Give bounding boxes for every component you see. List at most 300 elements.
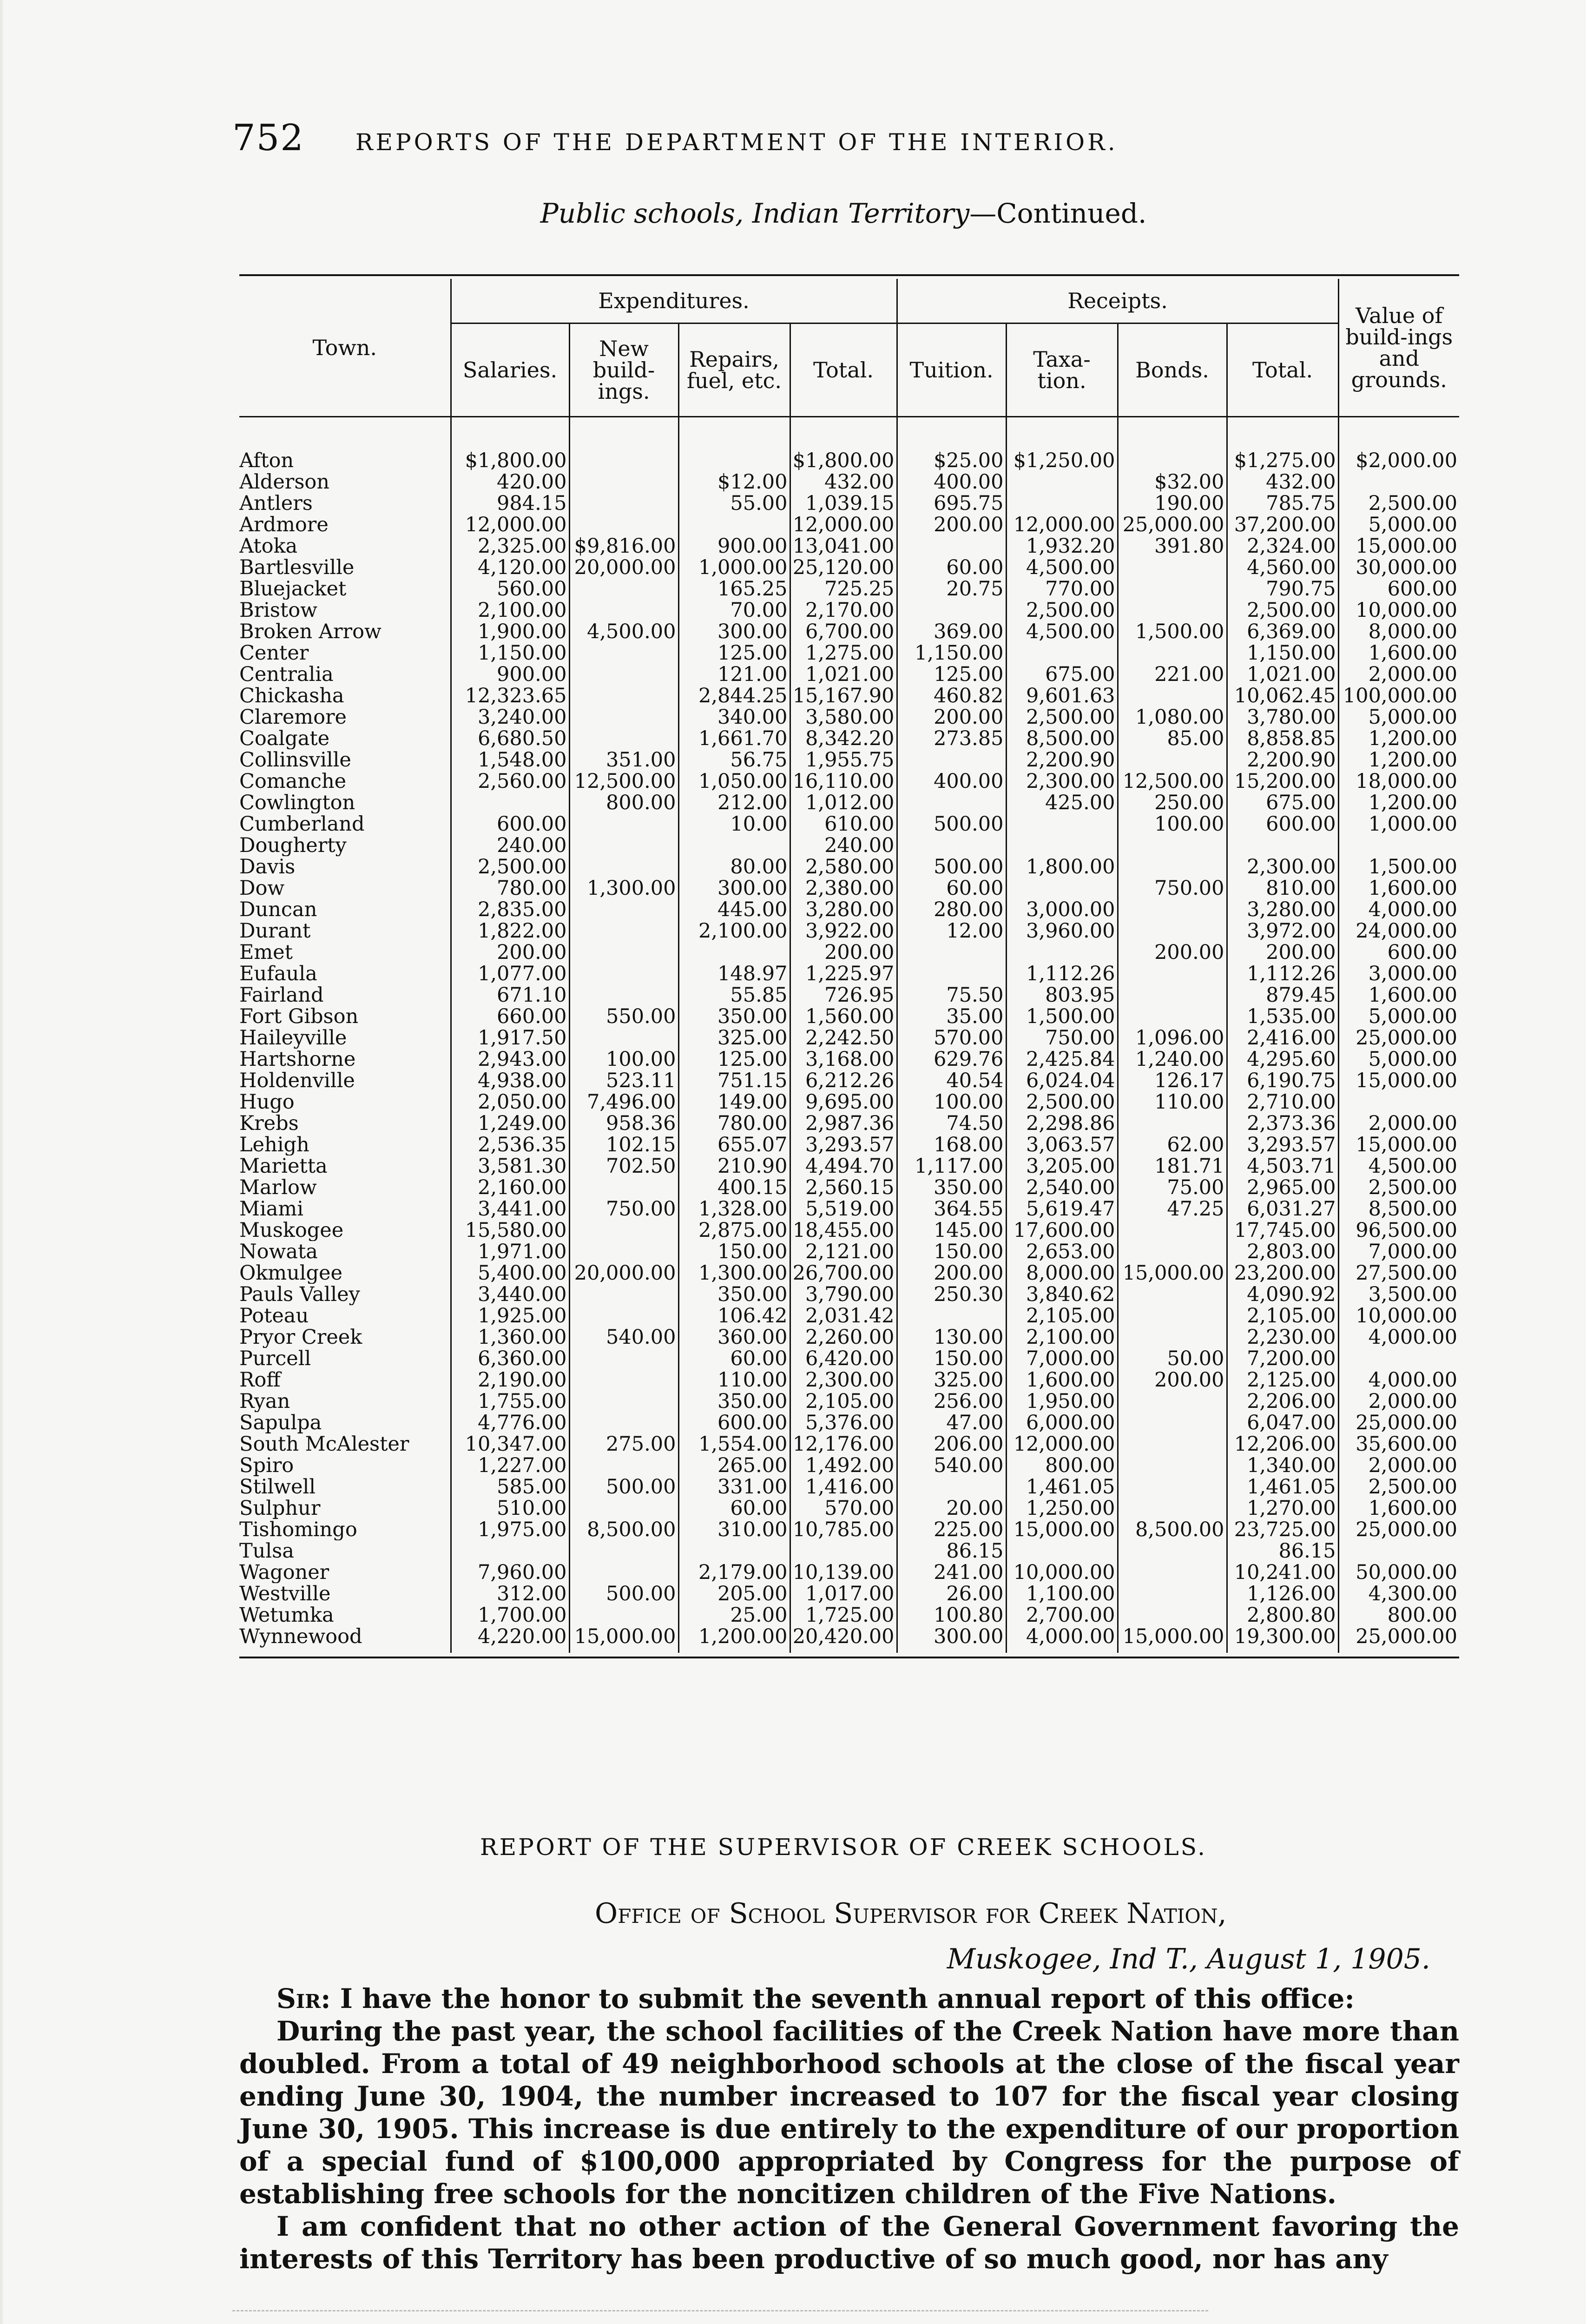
cell-new-buildings: 702.50 [569, 1155, 678, 1177]
cell-bonds [1118, 984, 1227, 1006]
cell-repairs: 1,300.00 [678, 1262, 790, 1284]
cell-new-buildings [569, 984, 678, 1006]
cell-repairs: 106.42 [678, 1305, 790, 1327]
cell-exp-total: 1,017.00 [790, 1583, 897, 1604]
cell-bonds [1118, 685, 1227, 706]
cell-rec-total: 2,125.00 [1227, 1369, 1338, 1391]
table-row [239, 535, 1459, 557]
col-header-exp-total: Total. [790, 324, 897, 417]
cell-town: Dow [239, 878, 285, 899]
cell-bonds [1118, 450, 1227, 471]
cell-rec-total: $1,275.00 [1227, 450, 1338, 471]
cell-taxation: $1,250.00 [1006, 450, 1118, 471]
cell-value: 30,000.00 [1338, 557, 1459, 578]
cell-salaries: 1,548.00 [451, 749, 569, 771]
table-row [239, 1091, 1459, 1113]
cell-rec-total: 1,270.00 [1227, 1498, 1338, 1519]
cell-repairs [678, 835, 790, 856]
cell-bonds: 200.00 [1118, 1369, 1227, 1391]
cell-taxation: 2,100.00 [1006, 1327, 1118, 1348]
cell-repairs: 600.00 [678, 1412, 790, 1433]
cell-bonds [1118, 578, 1227, 600]
cell-taxation: 2,105.00 [1006, 1305, 1118, 1327]
table-row [239, 1155, 1459, 1177]
cell-exp-total: 1,416.00 [790, 1476, 897, 1498]
cell-exp-total: 3,580.00 [790, 706, 897, 728]
table-row [239, 1327, 1459, 1348]
cell-taxation: 1,950.00 [1006, 1391, 1118, 1412]
cell-rec-total: 1,340.00 [1227, 1455, 1338, 1476]
cell-rec-total: 7,200.00 [1227, 1348, 1338, 1369]
cell-taxation [1006, 493, 1118, 514]
cell-exp-total: 1,275.00 [790, 642, 897, 664]
cell-exp-total: $1,800.00 [790, 450, 897, 471]
table-row [239, 1455, 1459, 1476]
cell-salaries: 1,360.00 [451, 1327, 569, 1348]
cell-rec-total: 2,200.90 [1227, 749, 1338, 771]
table-row [239, 792, 1459, 813]
cell-taxation [1006, 1540, 1118, 1562]
report-body [239, 1982, 1459, 2275]
cell-taxation: 1,250.00 [1006, 1498, 1118, 1519]
cell-bonds: 15,000.00 [1118, 1262, 1227, 1284]
table-row [239, 493, 1459, 514]
table-row [239, 856, 1459, 878]
cell-exp-total: 6,212.26 [790, 1070, 897, 1091]
cell-exp-total: 9,695.00 [790, 1091, 897, 1113]
cell-value: 2,500.00 [1338, 1177, 1459, 1198]
col-header-value: Value of build-ings and grounds. [1338, 279, 1459, 417]
cell-value: 15,000.00 [1338, 1070, 1459, 1091]
cell-rec-total: 2,230.00 [1227, 1327, 1338, 1348]
cell-repairs: 780.00 [678, 1113, 790, 1134]
cell-taxation [1006, 813, 1118, 835]
cell-rec-total: 2,500.00 [1227, 600, 1338, 621]
cell-taxation: 803.95 [1006, 984, 1118, 1006]
cell-repairs: 212.00 [678, 792, 790, 813]
cell-new-buildings [569, 942, 678, 963]
cell-value [1338, 1091, 1459, 1113]
cell-town: Haileyville [239, 1027, 347, 1049]
page-number: 752 [232, 117, 304, 159]
cell-value: 800.00 [1338, 1604, 1459, 1626]
cell-salaries: 12,000.00 [451, 514, 569, 535]
table-row [239, 749, 1459, 771]
cell-taxation: 1,500.00 [1006, 1006, 1118, 1027]
cell-rec-total: 23,200.00 [1227, 1262, 1338, 1284]
cell-value: 25,000.00 [1338, 1412, 1459, 1433]
cell-value: 5,000.00 [1338, 706, 1459, 728]
cell-tuition: 150.00 [897, 1241, 1006, 1262]
cell-salaries: 1,971.00 [451, 1241, 569, 1262]
cell-salaries: 12,323.65 [451, 685, 569, 706]
cell-salaries: 15,580.00 [451, 1220, 569, 1241]
cell-town: Chickasha [239, 685, 344, 706]
cell-bonds: 25,000.00 [1118, 514, 1227, 535]
cell-town: Eufaula [239, 963, 317, 984]
table-row [239, 899, 1459, 920]
cell-rec-total: 2,206.00 [1227, 1391, 1338, 1412]
cell-repairs: 445.00 [678, 899, 790, 920]
cell-bonds: 250.00 [1118, 792, 1227, 813]
cell-new-buildings [569, 600, 678, 621]
cell-value: 1,500.00 [1338, 856, 1459, 878]
cell-town: Atoka [239, 535, 298, 557]
cell-repairs: 149.00 [678, 1091, 790, 1113]
cell-rec-total: 2,105.00 [1227, 1305, 1338, 1327]
cell-salaries: 2,943.00 [451, 1049, 569, 1070]
cell-value: 2,000.00 [1338, 1391, 1459, 1412]
cell-taxation: 2,200.90 [1006, 749, 1118, 771]
page-header [232, 117, 1329, 159]
cell-bonds [1118, 1455, 1227, 1476]
cell-salaries: 1,755.00 [451, 1391, 569, 1412]
cell-taxation: 3,960.00 [1006, 920, 1118, 942]
cell-tuition: 400.00 [897, 471, 1006, 493]
cell-new-buildings: 8,500.00 [569, 1519, 678, 1540]
cell-salaries: 1,227.00 [451, 1455, 569, 1476]
cell-exp-total: 3,280.00 [790, 899, 897, 920]
cell-tuition [897, 942, 1006, 963]
cell-exp-total: 5,519.00 [790, 1198, 897, 1220]
cell-town: Hartshorne [239, 1049, 356, 1070]
cell-new-buildings [569, 728, 678, 749]
cell-new-buildings: $9,816.00 [569, 535, 678, 557]
cell-town: Cumberland [239, 813, 365, 835]
cell-salaries: 3,440.00 [451, 1284, 569, 1305]
cell-taxation: 675.00 [1006, 664, 1118, 685]
cell-salaries: 900.00 [451, 664, 569, 685]
cell-exp-total: 18,455.00 [790, 1220, 897, 1241]
cell-bonds [1118, 1327, 1227, 1348]
cell-salaries [451, 792, 569, 813]
cell-tuition: 206.00 [897, 1433, 1006, 1455]
cell-new-buildings [569, 1241, 678, 1262]
cell-salaries: 560.00 [451, 578, 569, 600]
cell-repairs: 150.00 [678, 1241, 790, 1262]
cell-repairs: 325.00 [678, 1027, 790, 1049]
cell-repairs: 125.00 [678, 1049, 790, 1070]
table-row [239, 1049, 1459, 1070]
table-row [239, 942, 1459, 963]
cell-value: 4,500.00 [1338, 1155, 1459, 1177]
cell-tuition: 40.54 [897, 1070, 1006, 1091]
cell-rec-total [1227, 835, 1338, 856]
cell-bonds: 50.00 [1118, 1348, 1227, 1369]
cell-exp-total: 1,225.97 [790, 963, 897, 984]
cell-value: 1,200.00 [1338, 792, 1459, 813]
cell-town: Holdenville [239, 1070, 355, 1091]
cell-salaries: 420.00 [451, 471, 569, 493]
cell-rec-total: 10,062.45 [1227, 685, 1338, 706]
cell-tuition: 200.00 [897, 706, 1006, 728]
cell-rec-total: 3,972.00 [1227, 920, 1338, 942]
table-row [239, 771, 1459, 792]
cell-bonds: 126.17 [1118, 1070, 1227, 1091]
cell-taxation: 2,300.00 [1006, 771, 1118, 792]
table-row [239, 514, 1459, 535]
cell-repairs: 350.00 [678, 1391, 790, 1412]
cell-town: Wynnewood [239, 1626, 362, 1648]
cell-repairs: 70.00 [678, 600, 790, 621]
cell-town: Bristow [239, 600, 317, 621]
cell-rec-total: 1,535.00 [1227, 1006, 1338, 1027]
cell-rec-total: 2,800.80 [1227, 1604, 1338, 1626]
cell-new-buildings [569, 920, 678, 942]
cell-rec-total: 879.45 [1227, 984, 1338, 1006]
table-row [239, 963, 1459, 984]
table-row [239, 1305, 1459, 1327]
table-body [239, 417, 1459, 1653]
cell-bonds [1118, 1305, 1227, 1327]
cell-town: Hugo [239, 1091, 295, 1113]
cell-town: Alderson [239, 471, 329, 493]
cell-new-buildings: 15,000.00 [569, 1626, 678, 1653]
cell-new-buildings [569, 664, 678, 685]
cell-salaries: 2,536.35 [451, 1134, 569, 1155]
cell-new-buildings [569, 1498, 678, 1519]
col-header-town: Town. [239, 279, 451, 417]
cell-repairs: 210.90 [678, 1155, 790, 1177]
cell-value: 600.00 [1338, 942, 1459, 963]
cell-taxation: 1,461.05 [1006, 1476, 1118, 1498]
cell-tuition: 130.00 [897, 1327, 1006, 1348]
cell-bonds [1118, 1583, 1227, 1604]
cell-exp-total: 2,031.42 [790, 1305, 897, 1327]
cell-town: Tishomingo [239, 1519, 357, 1540]
cell-town: Centralia [239, 664, 334, 685]
cell-value [1338, 471, 1459, 493]
cell-tuition: 1,150.00 [897, 642, 1006, 664]
cell-exp-total: 1,492.00 [790, 1455, 897, 1476]
cell-taxation: 1,932.20 [1006, 535, 1118, 557]
cell-exp-total: 610.00 [790, 813, 897, 835]
cell-new-buildings: 523.11 [569, 1070, 678, 1091]
cell-exp-total: 4,494.70 [790, 1155, 897, 1177]
cell-rec-total: 86.15 [1227, 1540, 1338, 1562]
cell-exp-total: 2,170.00 [790, 600, 897, 621]
running-head: REPORTS OF THE DEPARTMENT OF THE INTERIOR. [355, 129, 1118, 156]
cell-salaries: 2,500.00 [451, 856, 569, 878]
cell-repairs: 1,661.70 [678, 728, 790, 749]
cell-salaries: 2,325.00 [451, 535, 569, 557]
cell-town: South McAlester [239, 1433, 409, 1455]
cell-bonds [1118, 835, 1227, 856]
cell-salaries: 2,100.00 [451, 600, 569, 621]
cell-new-buildings [569, 1391, 678, 1412]
cell-repairs: 110.00 [678, 1369, 790, 1391]
table-row [239, 1177, 1459, 1198]
cell-taxation: 2,500.00 [1006, 600, 1118, 621]
cell-value [1338, 1348, 1459, 1369]
cell-repairs: 165.25 [678, 578, 790, 600]
cell-salaries: 3,441.00 [451, 1198, 569, 1220]
cell-salaries: $1,800.00 [451, 450, 569, 471]
cell-new-buildings [569, 1220, 678, 1241]
cell-new-buildings: 550.00 [569, 1006, 678, 1027]
cell-value: 4,000.00 [1338, 1327, 1459, 1348]
cell-bonds [1118, 600, 1227, 621]
cell-town: Antlers [239, 493, 313, 514]
table-row [239, 1220, 1459, 1241]
cell-tuition: 250.30 [897, 1284, 1006, 1305]
cell-town: Miami [239, 1198, 303, 1220]
col-header-tuition: Tuition. [897, 324, 1006, 417]
cell-repairs: 55.85 [678, 984, 790, 1006]
cell-town: Pryor Creek [239, 1327, 362, 1348]
col-header-repairs: Repairs, fuel, etc. [678, 324, 790, 417]
table-row [239, 835, 1459, 856]
cell-tuition: 273.85 [897, 728, 1006, 749]
cell-salaries: 312.00 [451, 1583, 569, 1604]
table-row [239, 920, 1459, 942]
cell-tuition [897, 535, 1006, 557]
cell-new-buildings [569, 813, 678, 835]
cell-new-buildings [569, 450, 678, 471]
report-title: REPORT OF THE SUPERVISOR OF CREEK SCHOOLS. [480, 1834, 1207, 1861]
cell-taxation: 12,000.00 [1006, 514, 1118, 535]
cell-town: Bluejacket [239, 578, 347, 600]
cell-town: Wagoner [239, 1562, 329, 1583]
cell-bonds: 110.00 [1118, 1091, 1227, 1113]
table-row [239, 1562, 1459, 1583]
cell-taxation: 10,000.00 [1006, 1562, 1118, 1583]
cell-tuition: 500.00 [897, 856, 1006, 878]
cell-new-buildings: 800.00 [569, 792, 678, 813]
cell-exp-total: 2,580.00 [790, 856, 897, 878]
cell-tuition [897, 1305, 1006, 1327]
cell-exp-total: 2,242.50 [790, 1027, 897, 1049]
cell-repairs: $12.00 [678, 471, 790, 493]
cell-town: Durant [239, 920, 311, 942]
cell-taxation: 3,205.00 [1006, 1155, 1118, 1177]
cell-repairs: 55.00 [678, 493, 790, 514]
cell-value: 3,000.00 [1338, 963, 1459, 984]
cell-salaries: 2,560.00 [451, 771, 569, 792]
cell-salaries [451, 1540, 569, 1562]
cell-value: 1,200.00 [1338, 749, 1459, 771]
cell-tuition: 325.00 [897, 1369, 1006, 1391]
cell-rec-total: 790.75 [1227, 578, 1338, 600]
cell-taxation: 8,500.00 [1006, 728, 1118, 749]
cell-bonds [1118, 1412, 1227, 1433]
cell-repairs: 751.15 [678, 1070, 790, 1091]
cell-salaries: 2,190.00 [451, 1369, 569, 1391]
table-row [239, 450, 1459, 471]
cell-town: Fort Gibson [239, 1006, 359, 1027]
cell-salaries: 1,700.00 [451, 1604, 569, 1626]
cell-taxation: 2,500.00 [1006, 1091, 1118, 1113]
cell-salaries: 1,077.00 [451, 963, 569, 984]
cell-exp-total: 10,785.00 [790, 1519, 897, 1540]
cell-town: Broken Arrow [239, 621, 382, 642]
col-header-bonds: Bonds. [1118, 324, 1227, 417]
cell-repairs: 2,179.00 [678, 1562, 790, 1583]
col-header-taxation: Taxa-tion. [1006, 324, 1118, 417]
table-row [239, 1006, 1459, 1027]
cell-new-buildings [569, 1177, 678, 1198]
cell-taxation: 1,800.00 [1006, 856, 1118, 878]
cell-town: Bartlesville [239, 557, 355, 578]
cell-value: 5,000.00 [1338, 514, 1459, 535]
cell-value: 1,600.00 [1338, 1498, 1459, 1519]
cell-bonds: 750.00 [1118, 878, 1227, 899]
cell-tuition: 400.00 [897, 771, 1006, 792]
cell-salaries: 600.00 [451, 813, 569, 835]
cell-repairs: 125.00 [678, 642, 790, 664]
cell-repairs: 400.15 [678, 1177, 790, 1198]
cell-tuition: $25.00 [897, 450, 1006, 471]
cell-tuition: 200.00 [897, 514, 1006, 535]
cell-exp-total: 26,700.00 [790, 1262, 897, 1284]
table-row [239, 1391, 1459, 1412]
cell-bonds: 75.00 [1118, 1177, 1227, 1198]
cell-taxation: 1,100.00 [1006, 1583, 1118, 1604]
cell-new-buildings [569, 899, 678, 920]
cell-salaries: 7,960.00 [451, 1562, 569, 1583]
cell-value: 1,600.00 [1338, 642, 1459, 664]
cell-bonds [1118, 1433, 1227, 1455]
cell-value: 4,000.00 [1338, 1369, 1459, 1391]
col-header-new-buildings: New build-ings. [569, 324, 678, 417]
cell-exp-total: 2,380.00 [790, 878, 897, 899]
cell-salaries: 6,680.50 [451, 728, 569, 749]
cell-town: Spiro [239, 1455, 294, 1476]
cell-new-buildings [569, 514, 678, 535]
cell-tuition: 350.00 [897, 1177, 1006, 1198]
cell-town: Westville [239, 1583, 331, 1604]
cell-new-buildings [569, 1305, 678, 1327]
cell-rec-total: 675.00 [1227, 792, 1338, 813]
cell-taxation [1006, 878, 1118, 899]
cell-tuition [897, 600, 1006, 621]
cell-salaries: 10,347.00 [451, 1433, 569, 1455]
cell-town: Afton [239, 450, 294, 471]
cell-exp-total: 432.00 [790, 471, 897, 493]
cell-exp-total: 2,987.36 [790, 1113, 897, 1134]
cell-town: Duncan [239, 899, 317, 920]
cell-tuition [897, 1476, 1006, 1498]
cell-salaries: 4,938.00 [451, 1070, 569, 1091]
cell-salaries: 2,050.00 [451, 1091, 569, 1113]
cell-taxation: 3,063.57 [1006, 1134, 1118, 1155]
cell-repairs: 205.00 [678, 1583, 790, 1604]
cell-tuition: 364.55 [897, 1198, 1006, 1220]
cell-exp-total: 3,922.00 [790, 920, 897, 942]
cell-value: 15,000.00 [1338, 1134, 1459, 1155]
cell-rec-total: 4,295.60 [1227, 1049, 1338, 1070]
cell-rec-total: 2,803.00 [1227, 1241, 1338, 1262]
table-row [239, 642, 1459, 664]
col-header-rec-total: Total. [1227, 324, 1338, 417]
cell-value: 4,300.00 [1338, 1583, 1459, 1604]
table-row [239, 1626, 1459, 1653]
cell-value: 1,600.00 [1338, 984, 1459, 1006]
cell-exp-total: 2,300.00 [790, 1369, 897, 1391]
cell-tuition: 460.82 [897, 685, 1006, 706]
table-row [239, 1604, 1459, 1626]
cell-repairs: 900.00 [678, 535, 790, 557]
cell-repairs: 10.00 [678, 813, 790, 835]
cell-exp-total: 1,021.00 [790, 664, 897, 685]
cell-bonds [1118, 1476, 1227, 1498]
cell-bonds [1118, 1220, 1227, 1241]
cell-tuition: 300.00 [897, 1626, 1006, 1653]
cell-value: 2,500.00 [1338, 1476, 1459, 1498]
cell-taxation: 15,000.00 [1006, 1519, 1118, 1540]
cell-rec-total: 810.00 [1227, 878, 1338, 899]
cell-value: 18,000.00 [1338, 771, 1459, 792]
